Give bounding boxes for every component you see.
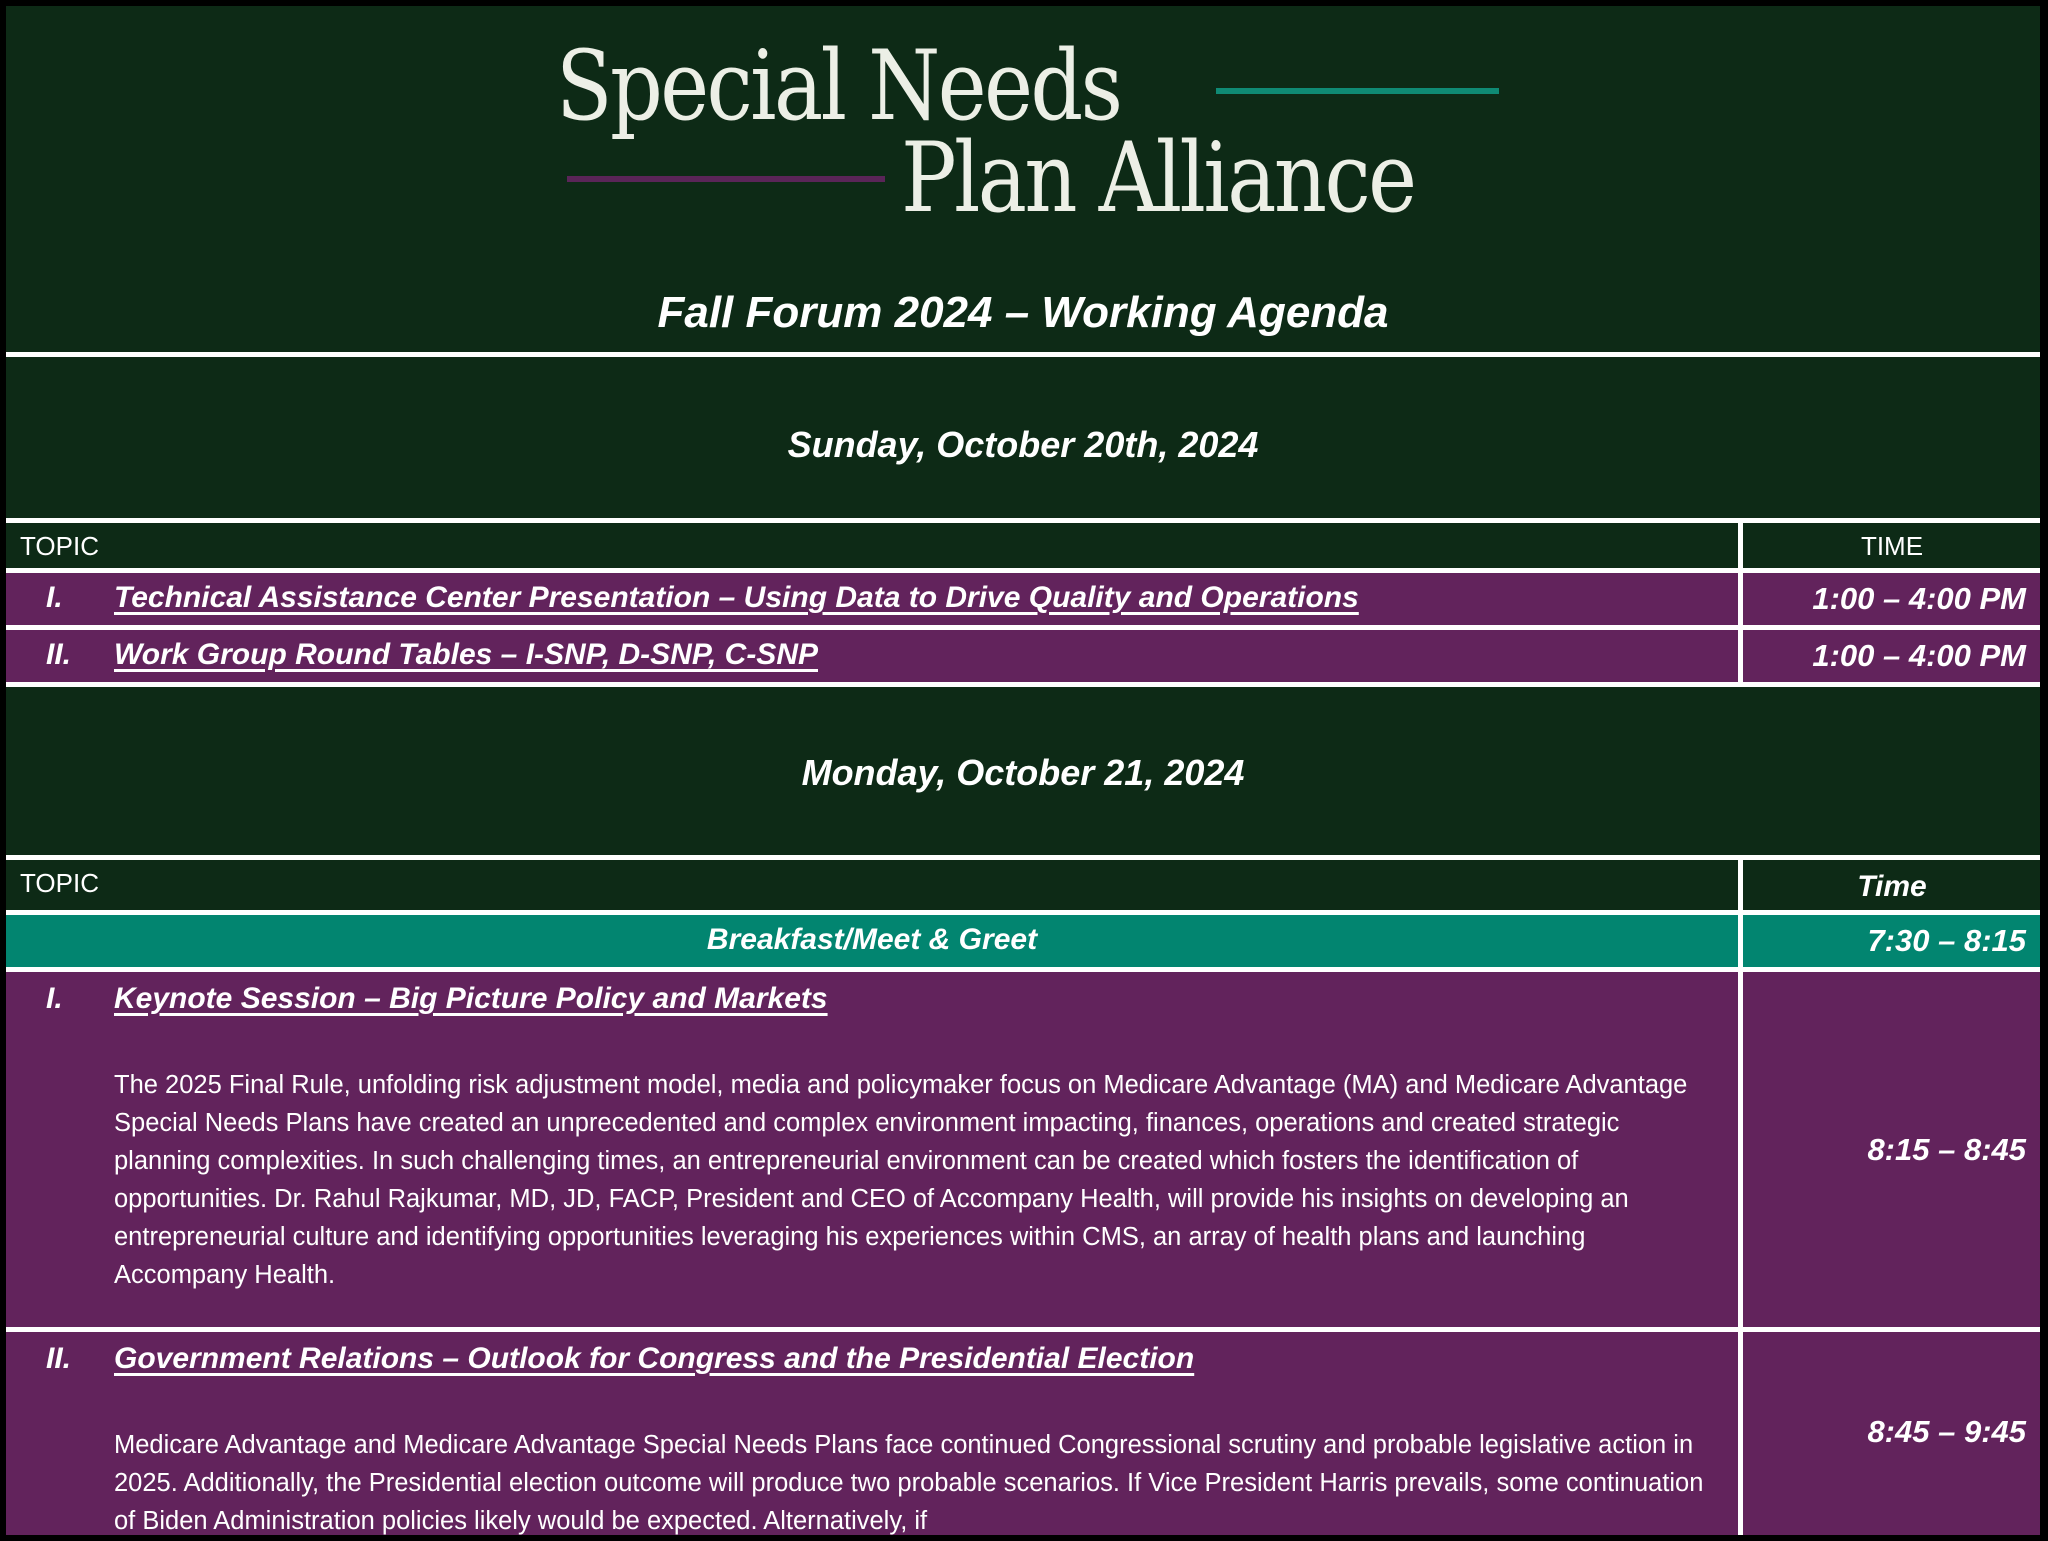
session-row [6,573,2040,625]
time-column-header: TIME [1860,531,1924,561]
session-title-link[interactable]: Government Relations – Outlook for Congress and the Presidential Election [114,1342,1195,1375]
session-title-link[interactable]: Keynote Session – Big Picture Policy and Markets [114,982,828,1015]
session-row [6,630,2040,682]
session-time: 8:45 – 9:45 [1867,1414,2026,1449]
column-divider [1738,860,1743,1535]
session-row [6,1332,2040,1535]
logo-purple-bar [567,176,885,182]
break-label: Breakfast/Meet & Greet [706,923,1038,956]
logo-line-2: Plan Alliance [901,122,1415,234]
session-number: I. [46,982,63,1015]
session-title-link[interactable]: Technical Assistance Center Presentation – Using Data to Drive Quality and Operations [114,581,1359,614]
logo-line-1: Special Needs [556,30,1121,142]
session-description: Medicare Advantage and Medicare Advantage Special Needs Plans face continued Congressional scrutiny and probable legislative action in 2025. Additionally, the Presidential election outcome will produce two probable scenarios. If Vice President Harris prevails, some continuation of Biden Administration policies likely would be expected. Alternatively, if [114,1431,1704,1535]
table-header-sunday [6,523,2040,568]
session-row [6,972,2040,1327]
column-divider [1738,523,1743,687]
topic-column-header: TOPIC [20,868,99,898]
divider [6,682,2040,687]
alliance-logo [556,26,1506,236]
session-title-link[interactable]: Work Group Round Tables – I-SNP, D-SNP, C-SNP [114,638,818,671]
session-time: 8:15 – 8:45 [1867,1132,2026,1167]
page-title: Fall Forum 2024 – Working Agenda [657,288,1389,337]
topic-column-header: TOPIC [20,531,99,561]
session-description: The 2025 Final Rule, unfolding risk adjustment model, media and policymaker focus on Medicare Advantage (MA) and Medicare Advantage Special Needs Plans have created an unprecedented and complex environment impacting, finances, operations and created strategic planning complexities. In such challenging times, an entrepreneurial environment can be created which fosters the identification of opportunities. Dr. Rahul Rajkumar, MD, JD, FACP, President and CEO of Accompany Health, will provide his insights on developing an entrepreneurial culture and identifying opportunities leveraging his experiences within CMS, an array of health plans and launching Accompany Health. [114,1071,1688,1289]
day-heading-monday: Monday, October 21, 2024 [801,752,1245,793]
divider [6,352,2040,357]
session-number: II. [46,638,72,671]
day-heading-sunday: Sunday, October 20th, 2024 [787,424,1259,465]
agenda-page [6,6,2040,1535]
time-column-header: Time [1857,870,1927,903]
logo-teal-bar [1216,88,1499,94]
session-number: I. [46,581,63,614]
session-time: 1:00 – 4:00 PM [1812,638,2026,673]
session-number: II. [46,1342,72,1375]
break-time: 7:30 – 8:15 [1867,923,2026,958]
session-time: 1:00 – 4:00 PM [1812,581,2026,616]
break-row [6,915,2040,967]
table-header-monday [6,860,2040,910]
